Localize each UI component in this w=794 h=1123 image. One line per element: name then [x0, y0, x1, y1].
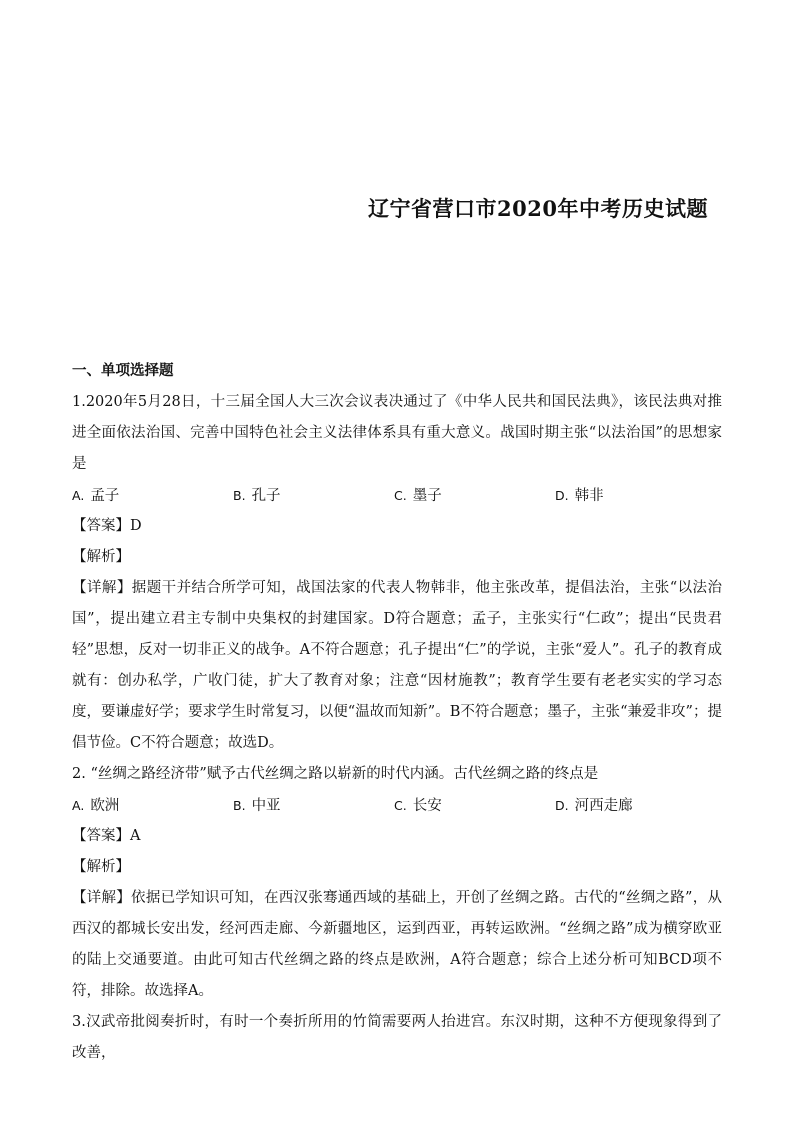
question-1-detail: 【详解】据题干并结合所学可知，战国法家的代表人物韩非，他主张改革，提倡法治，主张“以法治国”，提出建立君主专制中央集权的封建国家。D符合题意；孟子，主张实行“仁政”；提出“民贵君轻”思想，反对一切非正义的战争。A不符合题意；孔子提出“仁”的学说，主张“爱人”。孔子的教育成就有：创办私学，广收门徒，扩大了教育对象；注意“因材施教”；教育学生要有老老实实的学习态度，要谦虚好学；要求学生时常复习，以便“温故而知新”。B不符合题意；墨子，主张“兼爱非攻”；提倡节俭。C不符合题意；故选D。 — [72, 580, 722, 751]
question-3-stem: 3.汉武帝批阅奏折时，有时一个奏折所用的竹简需要两人抬进宫。东汉时期，这种不方便现象得到了改善， — [72, 1014, 722, 1061]
option-b: B. 中亚 — [233, 798, 281, 814]
option-a: A. 孟子 — [72, 488, 120, 504]
question-1-answer: 【答案】D — [72, 518, 142, 534]
question-1-analysis-label: 【解析】 — [72, 549, 130, 565]
question-2-detail: 【详解】依据已学知识可知，在西汉张骞通西域的基础上，开创了丝绸之路。古代的“丝绸之路”，从西汉的都城长安出发，经河西走廊、今新疆地区，运到西亚，再转运欧洲。“丝绸之路”成为横穿欧亚的陆上交通要道。由此可知古代丝绸之路的终点是欧洲，A符合题意；综合上述分析可知BCD项不符，排除。故选择A。 — [72, 890, 722, 999]
section-heading: 一、单项选择题 — [72, 363, 174, 379]
option-d: D. 河西走廊 — [555, 798, 633, 814]
option-b: B. 孔子 — [233, 488, 281, 504]
page-title: 辽宁省营口市2020年中考历史试题 — [368, 196, 708, 221]
question-1-options — [72, 480, 722, 511]
question-2-options — [72, 790, 722, 821]
question-2-stem: 2. “丝绸之路经济带”赋予古代丝绸之路以崭新的时代内涵。古代丝绸之路的终点是 — [72, 766, 599, 782]
option-d: D. 韩非 — [555, 488, 604, 504]
option-a: A. 欧洲 — [72, 798, 120, 814]
question-1-stem: 1.2020年5月28日，十三届全国人大三次会议表决通过了《中华人民共和国民法典》，该民法典对推进全面依法治国、完善中国特色社会主义法律体系具有重大意义。战国时期主张“以法治国”的思想家是 — [72, 394, 722, 472]
document-body — [72, 356, 722, 1069]
option-c: C. 长安 — [394, 798, 442, 814]
question-2-answer: 【答案】A — [72, 828, 141, 844]
option-c: C. 墨子 — [394, 488, 442, 504]
question-2-analysis-label: 【解析】 — [72, 859, 130, 875]
